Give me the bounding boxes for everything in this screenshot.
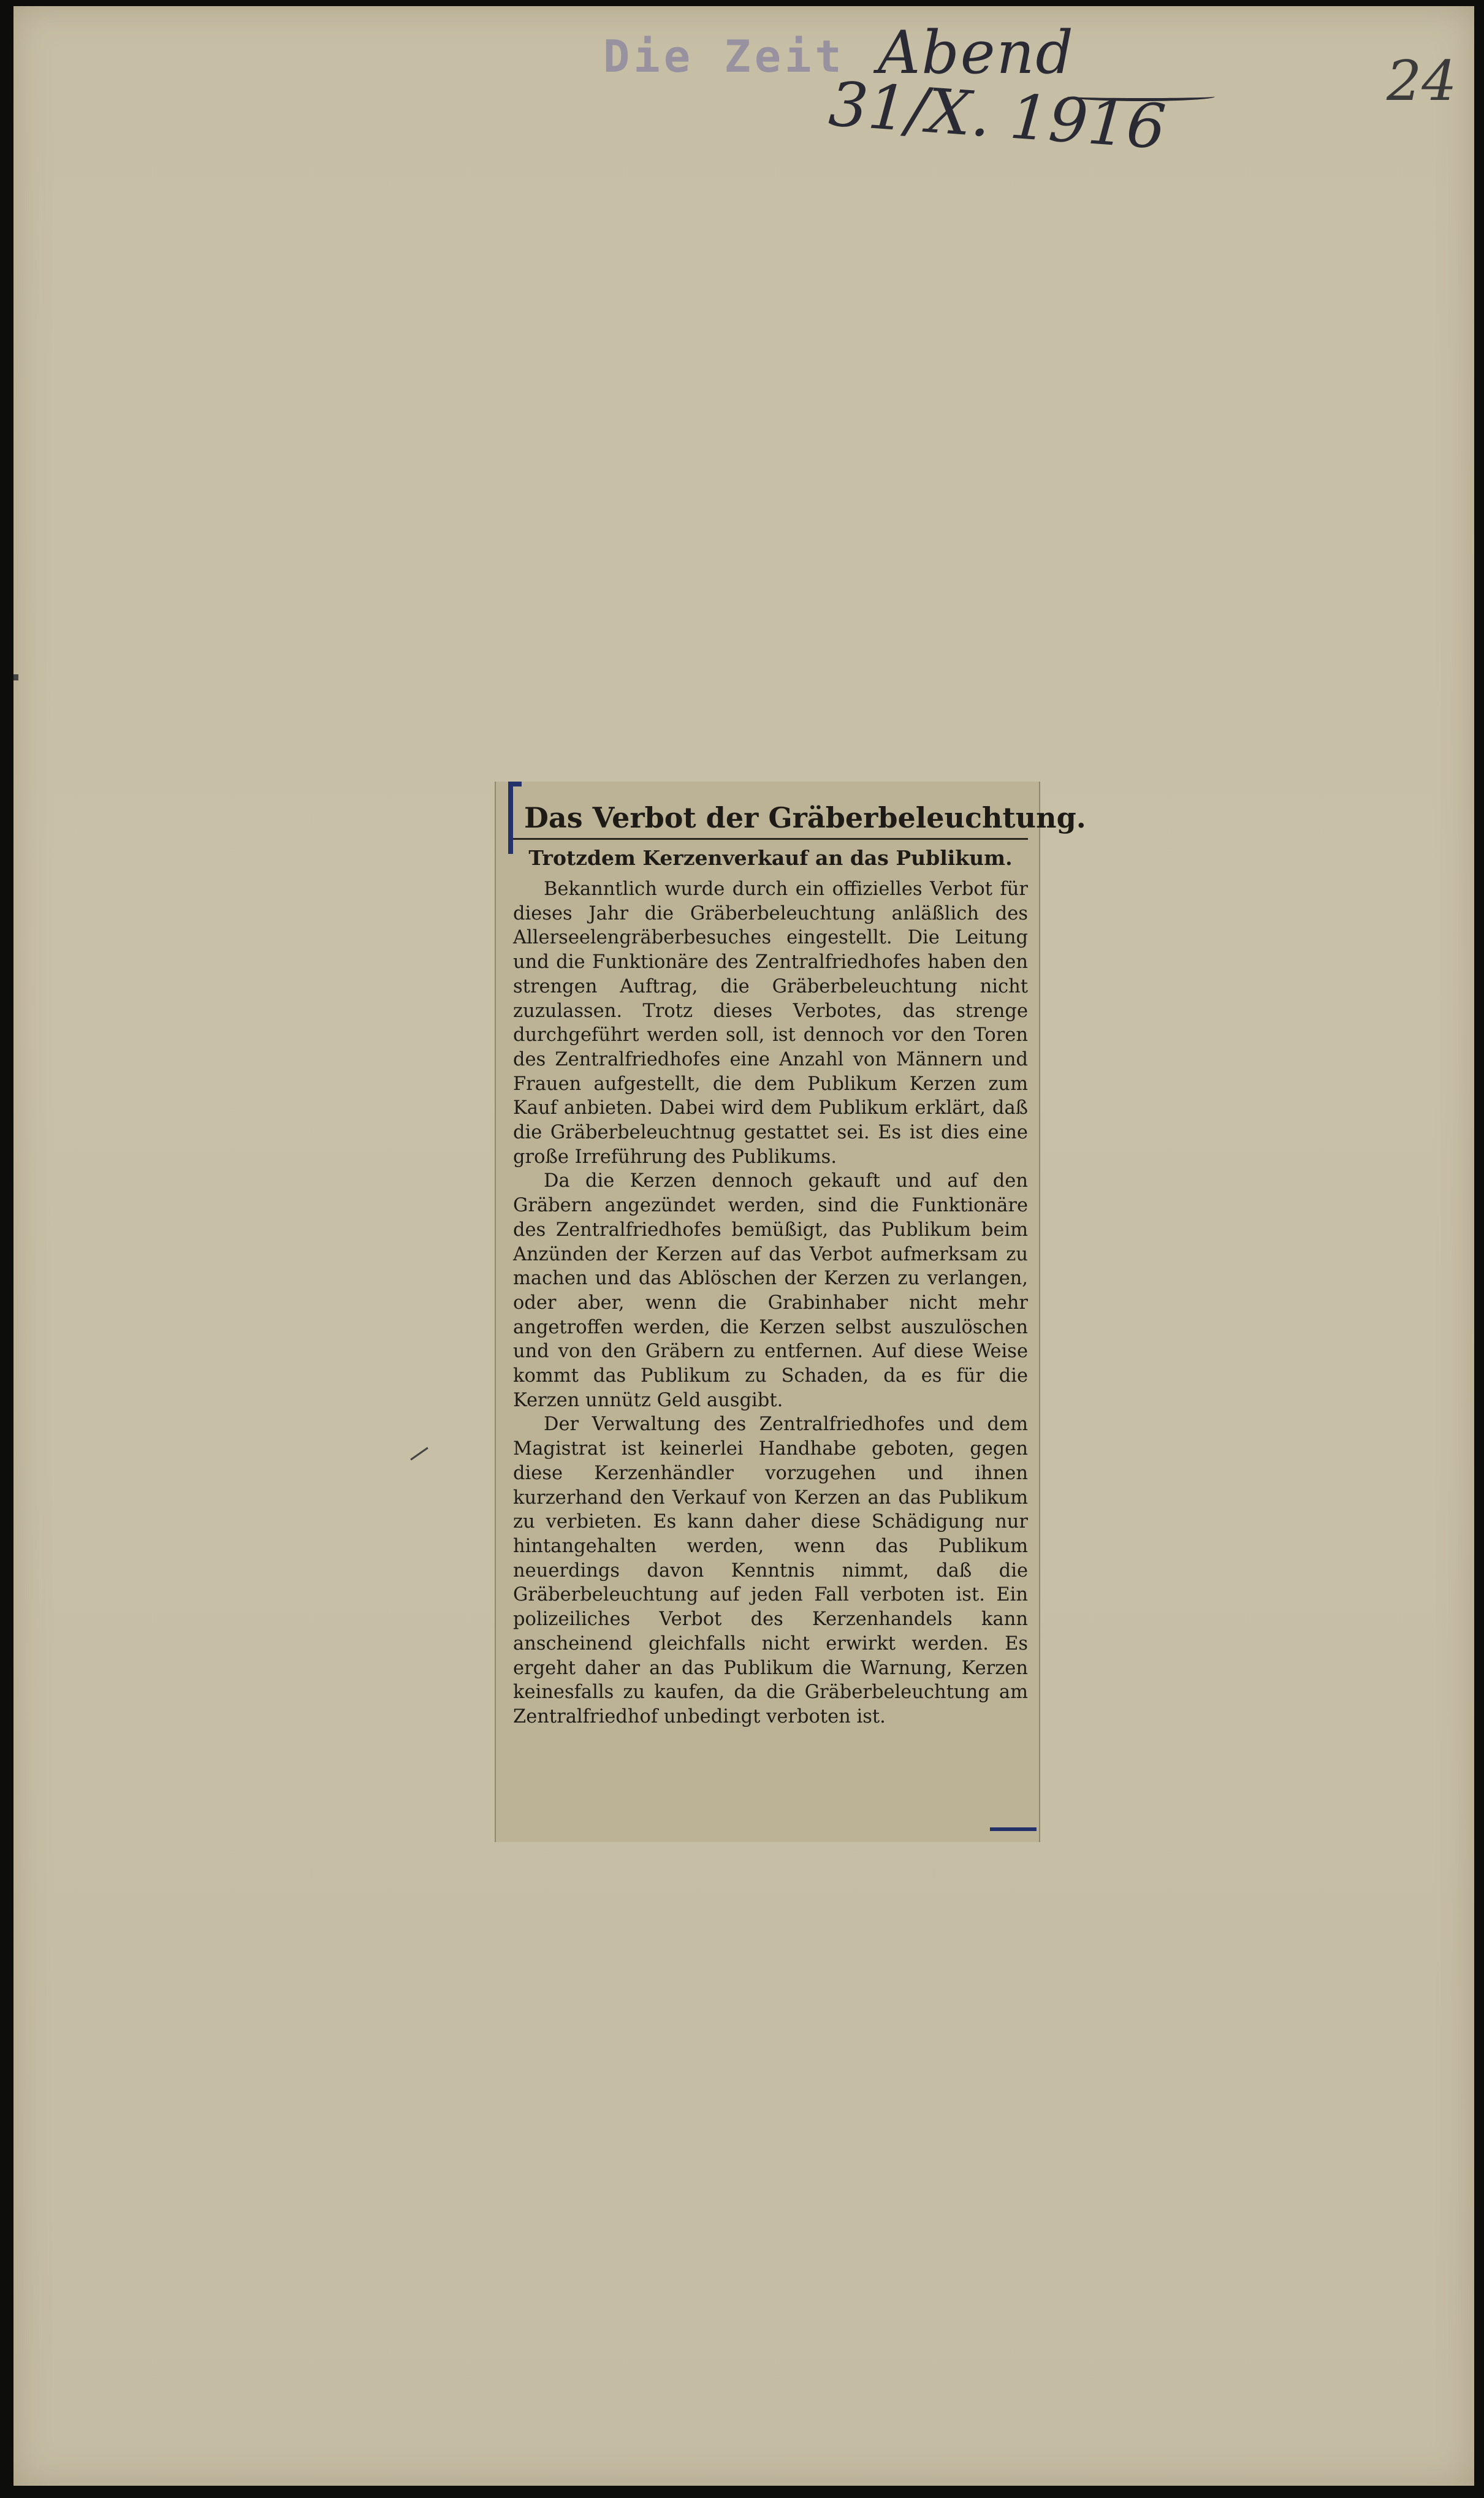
handwritten-date: 31/X. 1916 [826, 67, 1168, 164]
handwritten-edition-note: Abend [878, 18, 1075, 87]
blue-pencil-endmark [990, 1827, 1037, 1831]
newspaper-stamp: Die Zeit [603, 31, 845, 82]
headline-rule [513, 838, 1028, 840]
margin-mark [410, 1447, 428, 1461]
article-headline: Das Verbot der Gräberbeleuchtung. [524, 801, 1086, 834]
margin-mark [13, 674, 18, 680]
article-paragraph: Da die Kerzen dennoch gekauft und auf den Gräbern angezündet werden, sind die Funktionäre des Zentralfriedhofes bemüßigt, das Publikum beim Anzünden der Kerzen auf das Verbot aufmerksam zu machen und das Ablöschen der Kerzen zu verlangen, oder aber, wenn die Grabinhaber nicht mehr angetroffen werden, die Kerzen selbst auszulöschen und von den Gräbern zu entfernen. Auf diese Weise kommt das Publikum zu Schaden, da es für die Kerzen unnütz Geld ausgibt. [513, 1170, 1028, 1411]
article-paragraph: Bekanntlich wurde durch ein offizielles Verbot für dieses Jahr die Gräberbeleuchtung anläßlich des Allerseelengräberbesuches eingestellt. Die Leitung und die Funktionäre des Zentralfriedhofes haben den strengen Auftrag, die Gräberbeleuchtung nicht zuzulassen. Trotz dieses Verbotes, das strenge durchgeführt werden soll, ist dennoch vor den Toren des Zentralfriedhofes eine Anzahl von Männern und Frauen aufgestellt, die dem Publikum Kerzen zum Kauf anbieten. Dabei wird dem Publikum erklärt, daß die Gräberbeleuchtnug gestattet sei. Es ist dies eine große Irreführung des Publikums. [513, 878, 1028, 1168]
page-number: 24 [1387, 49, 1457, 113]
article-body [513, 877, 1028, 1729]
archive-sheet [13, 6, 1474, 2486]
blue-pencil-bracket [508, 782, 522, 854]
newspaper-clipping [495, 782, 1086, 1842]
article-subheadline: Trotzdem Kerzenverkauf an das Publikum. [528, 846, 1013, 870]
article-paragraph: Der Verwaltung des Zentralfriedhofes und dem Magistrat ist keinerlei Handhabe geboten, gegen diese Kerzenhändler vorzugehen und ihnen kurzerhand den Verkauf von Kerzen an das Publikum zu verbieten. Es kann daher diese Schädigung nur hintangehalten werden, wenn das Publikum neuerdings davon Kenntnis nimmt, daß die Gräberbeleuchtung auf jeden Fall verboten ist. Ein polizeiliches Verbot des Kerzenhandels kann anscheinend gleichfalls nicht erwirkt werden. Es ergeht daher an das Publikum die Warnung, Kerzen keinesfalls zu kaufen, da die Gräberbeleuchtung am Zentralfriedhof unbedingt verboten ist. [513, 1414, 1028, 1727]
